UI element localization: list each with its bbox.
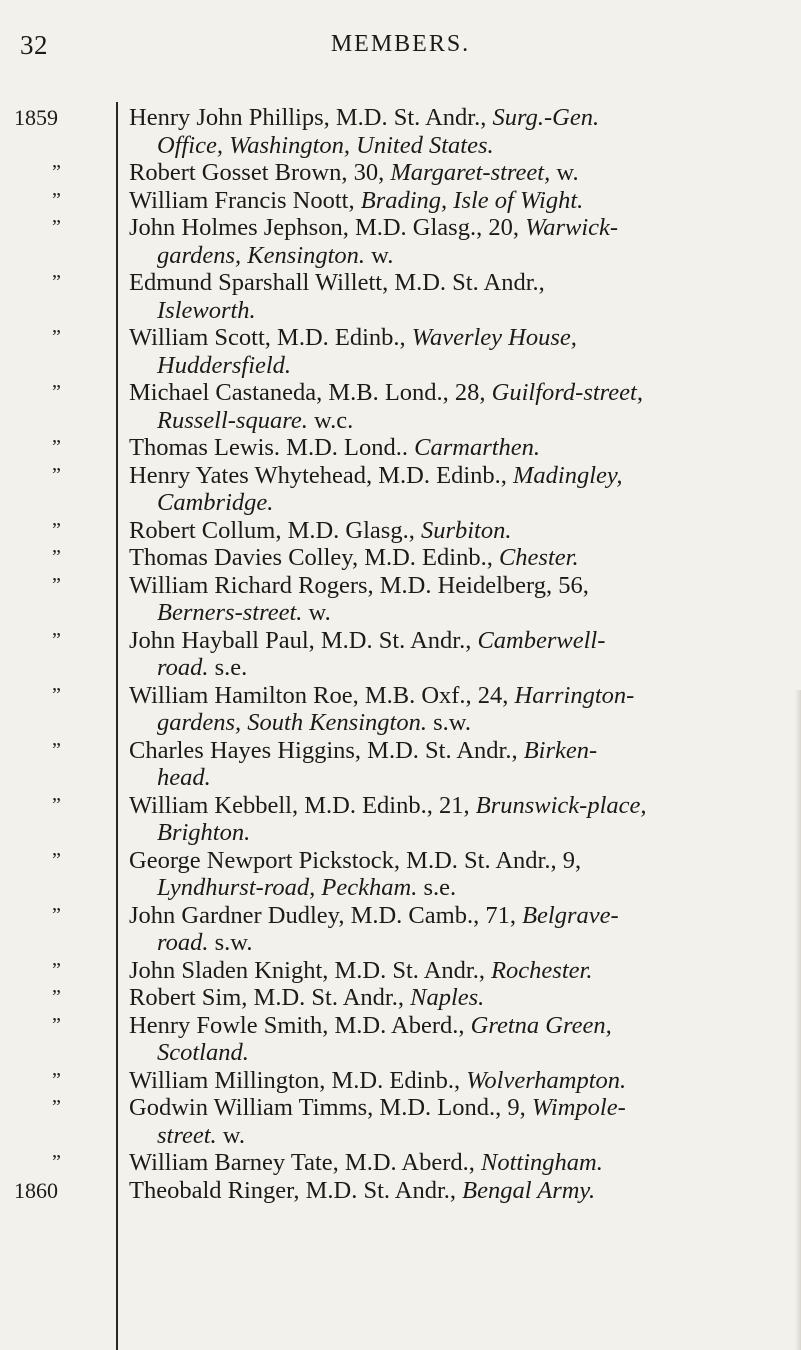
entry-year-ditto: ” [52, 793, 62, 816]
entry-name-credentials: John Hayball Paul, M.D. St. Andr., [129, 626, 478, 654]
entry-line-continued [129, 874, 801, 902]
member-entry [0, 1012, 801, 1067]
entry-text [129, 682, 801, 737]
entry-text [129, 1149, 801, 1177]
entry-place: Gretna Green, [470, 1011, 612, 1039]
entry-place: Isleworth. [157, 296, 256, 324]
member-entry [0, 984, 801, 1012]
entry-name-credentials: Robert Sim, M.D. St. Andr., [129, 984, 411, 1011]
entry-line-continued [129, 819, 801, 847]
member-entry [0, 544, 801, 572]
entry-year-ditto: ” [52, 381, 62, 403]
entry-line-continued [129, 489, 801, 517]
member-entry [0, 792, 801, 847]
entry-text [129, 1012, 801, 1067]
entry-name-credentials: Henry Fowle Smith, M.D. Aberd., [129, 1011, 471, 1039]
entry-name-credentials: Michael Castaneda, M.B. Lond., 28, [129, 379, 492, 406]
entry-place: Rochester. [491, 956, 593, 984]
entry-name-credentials: Thomas Davies Colley, M.D. Edinb., [129, 544, 499, 571]
running-head: MEMBERS. [330, 31, 471, 57]
entry-place: road. [157, 929, 209, 956]
member-entry [0, 847, 801, 902]
entry-line [129, 269, 545, 296]
entry-text [129, 462, 801, 517]
entry-place: Bengal Army. [462, 1176, 596, 1204]
entry-text [129, 434, 801, 462]
member-entry [0, 1067, 801, 1095]
entry-line-continued [129, 709, 801, 737]
member-entry [0, 379, 801, 434]
entry-line [129, 957, 592, 984]
entry-name-credentials: Edmund Sparshall Willett, M.D. St. Andr., [129, 269, 545, 296]
entry-text [129, 572, 801, 627]
entry-text [129, 957, 801, 985]
page-edge-shadow [795, 690, 801, 1350]
member-entry [0, 187, 801, 215]
entry-line-continued [129, 1122, 801, 1150]
entry-line-continued [129, 1039, 801, 1067]
entry-year-ditto: ” [52, 326, 62, 348]
entry-name-credentials: s.w. [426, 709, 471, 736]
entry-name-credentials: George Newport Pickstock, M.D. St. Andr., 9, [129, 846, 582, 874]
entry-place: Russell-square. [157, 406, 308, 434]
entry-year-ditto: ” [52, 546, 62, 568]
entry-place: Brighton. [157, 819, 251, 846]
entry-line-continued [129, 929, 801, 957]
entry-place: Harrington- [514, 681, 635, 709]
entry-name-credentials: s.e. [417, 874, 457, 901]
entry-place: Birken- [523, 736, 598, 764]
entry-place: Belgrave- [522, 901, 619, 929]
entry-line [129, 104, 599, 131]
entry-name-credentials: Theobald Ringer, M.D. St. Andr., [129, 1176, 463, 1204]
entry-place: Berners-street. [157, 599, 303, 626]
entry-text [129, 517, 801, 545]
entry-year-ditto: ” [52, 628, 62, 651]
entry-name-credentials: s.e. [208, 654, 248, 681]
member-entry [0, 517, 801, 545]
entry-text [129, 379, 801, 434]
entry-name-credentials: William Scott, M.D. Edinb., [129, 324, 412, 351]
entry-name-credentials: John Holmes Jephson, M.D. Glasg., 20, [129, 214, 526, 241]
entry-year-ditto: ” [52, 518, 62, 541]
member-entry [0, 434, 801, 462]
entry-place: Brunswick-place, [475, 791, 647, 819]
entry-place: Naples. [410, 984, 485, 1011]
entry-line [129, 517, 512, 544]
member-entry [0, 324, 801, 379]
entry-place: Surbiton. [420, 516, 512, 544]
entry-text [129, 324, 801, 379]
entry-text [129, 104, 801, 159]
entry-line [129, 434, 540, 461]
entry-place: road. [157, 654, 209, 681]
member-entry [0, 462, 801, 517]
entry-name-credentials: William Kebbell, M.D. Edinb., 21, [129, 791, 476, 819]
entry-name-credentials: John Gardner Dudley, M.D. Camb., 71, [129, 901, 523, 929]
member-entry [0, 627, 801, 682]
entry-line [129, 159, 579, 186]
member-entry [0, 159, 801, 187]
entry-year-ditto: ” [52, 958, 62, 981]
entry-place: Guilford-street, [491, 379, 643, 406]
entry-place: Nottingham. [481, 1149, 603, 1176]
entry-line [129, 1177, 595, 1204]
entry-year-ditto: ” [52, 216, 62, 238]
entry-name-credentials: s.w. [208, 929, 253, 956]
entry-line [129, 1067, 626, 1094]
entry-text [129, 1094, 801, 1149]
entry-place: Wolverhampton. [466, 1066, 627, 1094]
member-entry [0, 737, 801, 792]
entry-place: Surg.-Gen. [492, 104, 600, 131]
entry-place: Margaret-street, [390, 159, 551, 186]
entry-place: Brading, Isle of Wight. [360, 186, 584, 214]
entry-place: Lyndhurst-road, Peckham. [157, 874, 418, 901]
entry-text [129, 159, 801, 187]
entry-text [129, 269, 801, 324]
entry-name-credentials: John Sladen Knight, M.D. St. Andr., [129, 956, 492, 984]
member-entry [0, 214, 801, 269]
entry-year-ditto: ” [52, 738, 62, 761]
entry-year-ditto: ” [52, 188, 62, 211]
entry-name-credentials: William Millington, M.D. Edinb., [129, 1066, 467, 1094]
entry-text [129, 847, 801, 902]
entry-place: Wimpole- [531, 1094, 626, 1121]
entry-place: Waverley House, [411, 324, 577, 351]
entry-place: Huddersfield. [157, 351, 292, 379]
member-entry [0, 269, 801, 324]
entry-place: Scotland. [157, 1039, 249, 1066]
entry-line [129, 847, 581, 874]
entry-line-continued [129, 297, 801, 325]
entry-year-ditto: ” [52, 1151, 62, 1173]
entry-text [129, 1177, 801, 1205]
entry-name-credentials: William Barney Tate, M.D. Aberd., [129, 1149, 482, 1176]
entry-line [129, 462, 623, 489]
entry-year-ditto: ” [52, 1013, 62, 1036]
member-list [0, 104, 801, 1204]
entry-line [129, 792, 647, 819]
member-entry [0, 1094, 801, 1149]
entry-name-credentials: w. [216, 1121, 246, 1149]
entry-line [129, 572, 589, 599]
entry-name-credentials: w. [302, 599, 331, 626]
entry-name-credentials: Robert Gosset Brown, 30, [129, 159, 391, 186]
entry-year-ditto: ” [52, 463, 62, 486]
entry-name-credentials: Henry John Phillips, M.D. St. Andr., [129, 104, 493, 131]
entry-name-credentials: w. [365, 241, 394, 269]
entry-line [129, 682, 634, 709]
entry-line [129, 1094, 626, 1121]
entry-place: street. [157, 1121, 217, 1149]
entry-text [129, 902, 801, 957]
entry-year: 1859 [14, 105, 58, 130]
entry-line [129, 737, 597, 764]
entry-text [129, 792, 801, 847]
entry-name-credentials: Robert Collum, M.D. Glasg., [129, 516, 421, 544]
member-entry [0, 902, 801, 957]
entry-place: Camberwell- [477, 626, 606, 654]
entry-name-credentials: w. [550, 159, 579, 186]
entry-text [129, 214, 801, 269]
entry-line-continued [129, 352, 801, 380]
entry-year-ditto: ” [52, 161, 62, 183]
entry-place: head. [157, 764, 211, 791]
entry-text [129, 544, 801, 572]
entry-text [129, 187, 801, 215]
entry-year-ditto: ” [52, 1096, 62, 1118]
entry-name-credentials: William Francis Noott, [129, 186, 361, 214]
member-entry [0, 957, 801, 985]
entry-year-ditto: ” [52, 848, 62, 871]
entry-line [129, 544, 579, 571]
entry-line [129, 324, 577, 351]
page-number: 32 [20, 30, 48, 60]
entry-year-ditto: ” [52, 573, 62, 596]
entry-year-ditto: ” [52, 436, 62, 458]
entry-place: Madingley, [513, 461, 623, 489]
entry-line-continued [129, 654, 801, 682]
entry-line [129, 902, 619, 929]
entry-name-credentials: w.c. [307, 406, 354, 434]
entry-line [129, 214, 618, 241]
entry-text [129, 984, 801, 1012]
entry-text [129, 627, 801, 682]
entry-year: 1860 [14, 1177, 58, 1203]
entry-line-continued [129, 132, 801, 160]
entry-line [129, 187, 583, 214]
entry-year-ditto: ” [52, 986, 62, 1008]
entry-line-continued [129, 242, 801, 270]
entry-year-ditto: ” [52, 271, 62, 293]
entry-name-credentials: William Richard Rogers, M.D. Heidelberg, 56, [129, 571, 589, 599]
member-entry [0, 104, 801, 159]
entry-year-ditto: ” [52, 903, 62, 926]
entry-name-credentials: William Hamilton Roe, M.B. Oxf., 24, [129, 681, 515, 709]
entry-line-continued [129, 599, 801, 627]
entry-line [129, 379, 643, 406]
entry-line-continued [129, 764, 801, 792]
entry-text [129, 1067, 801, 1095]
entry-name-credentials: Henry Yates Whytehead, M.D. Edinb., [129, 461, 514, 489]
entry-year-ditto: ” [52, 1068, 62, 1091]
entry-line [129, 1149, 603, 1176]
entry-name-credentials: Charles Hayes Higgins, M.D. St. Andr., [129, 736, 524, 764]
entry-year-ditto: ” [52, 683, 62, 706]
entry-place: gardens, Kensington. [157, 241, 366, 269]
entry-text [129, 737, 801, 792]
entry-line [129, 984, 484, 1011]
member-entry [0, 1149, 801, 1177]
member-entry [0, 572, 801, 627]
entry-place: Office, Washington, United States. [157, 131, 494, 159]
entry-place: Cambridge. [157, 489, 274, 516]
entry-line [129, 1012, 612, 1039]
entry-line-continued [129, 407, 801, 435]
entry-name-credentials: Thomas Lewis. M.D. Lond.. [129, 434, 415, 461]
member-entry [0, 1177, 801, 1205]
entry-place: Chester. [498, 544, 579, 571]
entry-place: gardens, South Kensington. [157, 709, 427, 736]
entry-name-credentials: Godwin William Timms, M.D. Lond., 9, [129, 1094, 532, 1121]
entry-line [129, 627, 605, 654]
entry-place: Warwick- [525, 214, 619, 241]
member-entry [0, 682, 801, 737]
entry-place: Carmarthen. [414, 434, 541, 461]
